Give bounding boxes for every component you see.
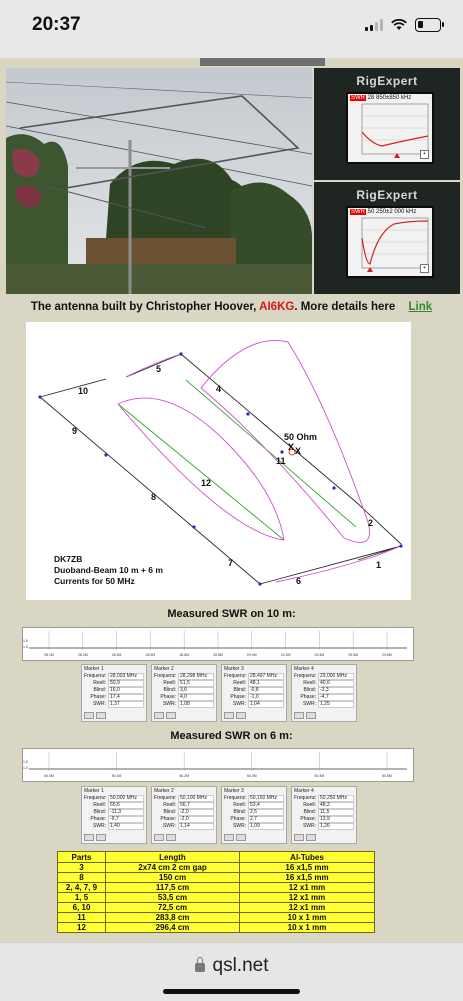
swr-10m-xtick: 28.4M (111, 653, 122, 657)
marker-prev-button[interactable] (294, 834, 304, 841)
marker-key: Reell: (163, 802, 176, 808)
table-cell: 150 cm (106, 873, 240, 883)
rig-screen-6m (346, 206, 434, 278)
element-label-12: 12 (201, 478, 212, 488)
marker-title: Marker 2 (154, 788, 174, 794)
marker-row-swr (152, 823, 216, 830)
table-cell: 2, 4, 7, 9 (58, 883, 106, 893)
marker-value: 53,4 (248, 802, 284, 809)
swr-curve-10m (362, 132, 428, 146)
marker-row-phase (82, 816, 146, 823)
marker-buttons (154, 712, 176, 719)
swr-6m-markers (81, 786, 357, 844)
marker-key: Phase: (90, 816, 106, 822)
marker-buttons (84, 834, 106, 841)
marker-row-reell (222, 680, 286, 687)
marker-row-frequenz (152, 795, 216, 802)
marker-row-reell (292, 802, 356, 809)
marker-value: -3,3 (318, 687, 354, 694)
table-row (58, 883, 375, 893)
marker-row-reell (222, 802, 286, 809)
marker-value: -9,7 (108, 816, 144, 823)
swr-6m-ytick: 1.0 (23, 766, 28, 770)
parts-table (57, 851, 375, 933)
table-cell: 283,8 cm (106, 913, 240, 923)
marker-value: 1,04 (248, 701, 284, 708)
marker-value: 28,003 MHz (108, 673, 144, 680)
marker-value: 1,25 (318, 701, 354, 708)
table-row (58, 873, 375, 883)
marker-key: Phase: (160, 816, 176, 822)
marker-row-blind (152, 809, 216, 816)
swr-10m-xtick: 29.6M (382, 653, 392, 657)
marker-key: Reell: (93, 802, 106, 808)
marker-key: Frequenz: (84, 673, 107, 679)
marker-prev-button[interactable] (224, 834, 234, 841)
marker-row-reell (292, 680, 356, 687)
marker-key: Phase: (160, 694, 176, 700)
marker-title: Marker 3 (224, 666, 244, 672)
marker-row-swr (82, 823, 146, 830)
marker-value: 4,0 (178, 694, 214, 701)
table-cell: 6, 10 (58, 903, 106, 913)
table-cell: 10 x 1 mm (240, 923, 375, 933)
table-cell: 12 x1 mm (240, 893, 375, 903)
marker-value: 13,9 (318, 816, 354, 823)
parts-table-header (58, 852, 375, 863)
marker-row-phase (292, 694, 356, 701)
status-icons (365, 18, 441, 32)
table-cell: 117,5 cm (106, 883, 240, 893)
marker-key: Blind: (93, 687, 106, 693)
marker-value: 16,0 (108, 687, 144, 694)
marker-row-frequenz (82, 795, 146, 802)
marker-row-blind (292, 809, 356, 816)
marker-value: 50,000 MHz (108, 795, 144, 802)
marker-value: -0,8 (248, 687, 284, 694)
marker-value: 1,37 (108, 701, 144, 708)
swr-10m-xtick: 28.5M (145, 653, 156, 657)
marker-key: SWR: (92, 823, 106, 829)
parts-header-cell: Al-Tubes (240, 852, 375, 863)
marker-row-reell (82, 680, 146, 687)
swr-curve-6m (362, 221, 428, 264)
rigexpert-photo-6m (314, 182, 460, 294)
table-row (58, 893, 375, 903)
url-field[interactable] (0, 955, 463, 977)
table-cell: 16 x1,5 mm (240, 863, 375, 873)
table-cell: 296,4 cm (106, 923, 240, 933)
marker-value: -4,7 (318, 694, 354, 701)
marker-panel-4 (291, 786, 357, 844)
lock-icon (195, 963, 205, 972)
marker-panel-1 (81, 786, 147, 844)
element-label-1: 1 (376, 560, 382, 570)
marker-key: SWR: (162, 701, 176, 707)
marker-next-button[interactable] (306, 834, 316, 841)
diagram-legend (54, 554, 163, 587)
home-indicator[interactable] (163, 989, 300, 994)
marker-key: Reell: (303, 680, 316, 686)
marker-row-frequenz (292, 673, 356, 680)
browser-address-bar[interactable] (0, 942, 463, 1001)
marker-title: Marker 3 (224, 788, 244, 794)
marker-title: Marker 4 (294, 666, 314, 672)
swr-10m-xtick: 29.0M (246, 653, 257, 657)
zoom-icon[interactable]: + (420, 264, 429, 273)
marker-row-phase (222, 816, 286, 823)
rig-screen-label: SWR 28 850±850 kHz (351, 95, 412, 101)
marker-row-swr (222, 701, 286, 708)
marker-value: 3,6 (178, 687, 214, 694)
swr-6m-xtick: 50.2M (179, 774, 190, 778)
rigexpert-brand: RigExpert (356, 74, 418, 88)
marker-prev-button[interactable] (84, 834, 94, 841)
rig-screen-label: SWR 50 250±2 000 kHz (351, 209, 417, 215)
marker-row-swr (292, 823, 356, 830)
caption-more: . More details here (294, 301, 396, 313)
marker-key: Phase: (230, 694, 246, 700)
swr-10m-xtick: 28.2M (77, 653, 88, 657)
marker-value: 51,5 (178, 680, 214, 687)
zoom-icon[interactable]: + (420, 150, 429, 159)
feed-marker-right: X (295, 446, 302, 456)
marker-prev-button[interactable] (154, 834, 164, 841)
marker-panel-2 (151, 664, 217, 722)
marker-key: Reell: (233, 680, 246, 686)
marker-key: Phase: (300, 816, 316, 822)
table-cell: 12 x1 mm (240, 903, 375, 913)
table-cell: 53,5 cm (106, 893, 240, 903)
swr-10m-plot (22, 627, 414, 661)
marker-row-reell (152, 680, 216, 687)
marker-row-frequenz (82, 673, 146, 680)
marker-buttons (224, 712, 246, 719)
table-cell: 3 (58, 863, 106, 873)
antenna-photo (6, 68, 312, 294)
marker-row-frequenz (222, 673, 286, 680)
marker-key: Reell: (303, 802, 316, 808)
marker-value: 28,298 MHz (178, 673, 214, 680)
swr-10m-xtick: 29.4M (314, 653, 325, 657)
callsign: AI6KG (259, 301, 295, 313)
marker-prev-button[interactable] (224, 712, 234, 719)
marker-key: SWR: (302, 701, 316, 707)
table-row (58, 863, 375, 873)
marker-value: 1,08 (178, 701, 214, 708)
marker-next-button[interactable] (96, 834, 106, 841)
marker-key: SWR: (302, 823, 316, 829)
marker-next-button[interactable] (306, 712, 316, 719)
marker-key: SWR: (162, 823, 176, 829)
marker-key: Phase: (300, 694, 316, 700)
marker-key: Frequenz: (154, 795, 177, 801)
table-cell: 10 x 1 mm (240, 913, 375, 923)
marker-key: Blind: (303, 809, 316, 815)
marker-key: Blind: (163, 687, 176, 693)
marker-value: 50,250 MHz (318, 795, 354, 802)
marker-next-button[interactable] (236, 834, 246, 841)
url-text: qsl.net (212, 955, 269, 976)
table-cell: 11 (58, 913, 106, 923)
element-label-7: 7 (228, 558, 234, 568)
marker-key: Blind: (233, 687, 246, 693)
marker-value: 2,7 (248, 816, 284, 823)
swr-6m-ytick: 1.5 (23, 760, 28, 764)
marker-buttons (294, 834, 316, 841)
marker-row-swr (222, 823, 286, 830)
marker-key: Phase: (230, 816, 246, 822)
swr-10m-xtick: 28.8M (213, 653, 223, 657)
marker-row-frequenz (292, 795, 356, 802)
marker-panel-3 (221, 786, 287, 844)
marker-key: SWR: (232, 823, 246, 829)
marker-prev-button[interactable] (154, 712, 164, 719)
marker-buttons (84, 712, 106, 719)
marker-title: Marker 1 (84, 666, 104, 672)
swr-6m-xtick: 50.3M (246, 774, 257, 778)
swr-10m-xtick: 29.2M (280, 653, 291, 657)
element-label-4: 4 (216, 384, 222, 394)
marker-value: 48,2 (318, 802, 354, 809)
marker-row-swr (82, 701, 146, 708)
parts-header-cell: Length (106, 852, 240, 863)
marker-key: Reell: (233, 802, 246, 808)
table-row (58, 903, 375, 913)
element-label-9: 9 (72, 426, 78, 436)
marker-value: 65,6 (108, 802, 144, 809)
table-cell: 12 x1 mm (240, 883, 375, 893)
rigexpert-photo-10m (314, 68, 460, 180)
marker-row-frequenz (152, 673, 216, 680)
marker-value: 2,5 (248, 809, 284, 816)
element-label-10: 10 (78, 386, 89, 396)
marker-value: 50,150 MHz (248, 795, 284, 802)
marker-row-phase (292, 816, 356, 823)
swr-6m-xtick: 50.5M (382, 774, 392, 778)
marker-row-phase (82, 694, 146, 701)
marker-panel-1 (81, 664, 147, 722)
marker-value: -1,0 (248, 694, 284, 701)
caption-text: The antenna built by Christopher Hoover, (30, 301, 257, 313)
feed-label: 50 Ohm (284, 432, 318, 442)
marker-next-button[interactable] (166, 834, 176, 841)
swr-6m-xtick: 50.1M (111, 774, 122, 778)
marker-key: Frequenz: (154, 673, 177, 679)
marker-key: Blind: (233, 809, 246, 815)
swr-10m-xtick: 28.1M (44, 653, 54, 657)
marker-panel-4 (291, 664, 357, 722)
marker-row-swr (292, 701, 356, 708)
swr-10m-ytick: 1.5 (23, 639, 28, 643)
marker-key: Reell: (163, 680, 176, 686)
marker-value: 1,09 (248, 823, 284, 830)
marker-next-button[interactable] (96, 712, 106, 719)
table-row (58, 923, 375, 933)
marker-value: 1,26 (318, 823, 354, 830)
marker-next-button[interactable] (166, 712, 176, 719)
marker-key: Phase: (90, 694, 106, 700)
marker-row-frequenz (222, 795, 286, 802)
swr-6m-xtick: 50.4M (314, 774, 325, 778)
status-time: 20:37 (32, 14, 81, 35)
table-cell: 16 x1,5 mm (240, 873, 375, 883)
wifi-icon (391, 19, 407, 31)
diagram-title: DK7ZB (54, 554, 83, 564)
marker-prev-button[interactable] (84, 712, 94, 719)
table-cell: 2x74 cm 2 cm gap (106, 863, 240, 873)
marker-key: Frequenz: (294, 795, 317, 801)
marker-value: 50,9 (108, 680, 144, 687)
marker-next-button[interactable] (236, 712, 246, 719)
marker-prev-button[interactable] (294, 712, 304, 719)
marker-row-phase (222, 694, 286, 701)
marker-key: Blind: (303, 687, 316, 693)
marker-key: Frequenz: (224, 795, 247, 801)
marker-title: Marker 1 (84, 788, 104, 794)
marker-title: Marker 4 (294, 788, 314, 794)
marker-key: Frequenz: (224, 673, 247, 679)
marker-buttons (224, 834, 246, 841)
feed-marker-left: X (288, 442, 295, 452)
marker-key: Blind: (163, 809, 176, 815)
element-label-5: 5 (156, 364, 162, 374)
marker-value: -2,0 (178, 816, 214, 823)
marker-value: 56,7 (178, 802, 214, 809)
marker-panel-3 (221, 664, 287, 722)
marker-value: -2,0 (178, 809, 214, 816)
marker-key: SWR: (232, 701, 246, 707)
swr-10m-ytick: 1.0 (23, 645, 28, 649)
marker-value: 50,100 MHz (178, 795, 214, 802)
table-cell: 12 (58, 923, 106, 933)
marker-title: Marker 2 (154, 666, 174, 672)
marker-row-blind (152, 687, 216, 694)
element-label-8: 8 (151, 492, 157, 502)
rigexpert-brand: RigExpert (356, 188, 418, 202)
parts-header-cell: Parts (58, 852, 106, 863)
marker-key: Frequenz: (294, 673, 317, 679)
marker-row-phase (152, 816, 216, 823)
marker-value: 17,4 (108, 694, 144, 701)
marker-buttons (294, 712, 316, 719)
diagram-subtitle: Duoband-Beam 10 m + 6 m (54, 565, 163, 575)
diagram-note: Currents for 50 MHz (54, 576, 135, 586)
swr-6m-plot (22, 748, 414, 782)
marker-panel-2 (151, 786, 217, 844)
marker-value: 48,1 (248, 680, 284, 687)
details-link[interactable]: Link (408, 301, 433, 313)
marker-value: -11,3 (108, 809, 144, 816)
marker-row-blind (82, 687, 146, 694)
marker-row-blind (292, 687, 356, 694)
marker-key: Blind: (93, 809, 106, 815)
marker-value: 28,497 MHz (248, 673, 284, 680)
cellular-signal-icon (365, 19, 383, 31)
marker-value: 11,5 (318, 809, 354, 816)
marker-key: SWR: (92, 701, 106, 707)
marker-buttons (154, 834, 176, 841)
status-bar (0, 0, 463, 58)
table-cell: 8 (58, 873, 106, 883)
swr-10m-title: Measured SWR on 10 m: (167, 608, 296, 620)
marker-value: 1,14 (178, 823, 214, 830)
marker-row-reell (152, 802, 216, 809)
page-top-strip (200, 58, 325, 66)
table-cell: 1, 5 (58, 893, 106, 903)
swr-6m-title: Measured SWR on 6 m: (170, 730, 293, 742)
marker-value: 40,6 (318, 680, 354, 687)
swr-10m-markers (81, 664, 357, 722)
antenna-caption (0, 301, 463, 313)
table-row (58, 913, 375, 923)
marker-value: 1,40 (108, 823, 144, 830)
marker-key: Reell: (93, 680, 106, 686)
marker-row-swr (152, 701, 216, 708)
battery-icon (415, 18, 441, 32)
swr-10m-xtick: 28.6M (179, 653, 190, 657)
element-label-6: 6 (296, 576, 302, 586)
marker-row-blind (82, 809, 146, 816)
table-cell: 72,5 cm (106, 903, 240, 913)
marker-row-phase (152, 694, 216, 701)
rig-screen-10m (346, 92, 434, 164)
antenna-current-diagram (26, 322, 411, 600)
marker-key: Frequenz: (84, 795, 107, 801)
swr-6m-xtick: 50.0M (44, 774, 54, 778)
marker-row-blind (222, 809, 286, 816)
marker-row-reell (82, 802, 146, 809)
marker-row-blind (222, 687, 286, 694)
element-label-11: 11 (276, 456, 286, 466)
marker-value: 29,000 MHz (318, 673, 354, 680)
swr-10m-xtick: 29.5M (348, 653, 359, 657)
element-label-2: 2 (368, 518, 374, 528)
